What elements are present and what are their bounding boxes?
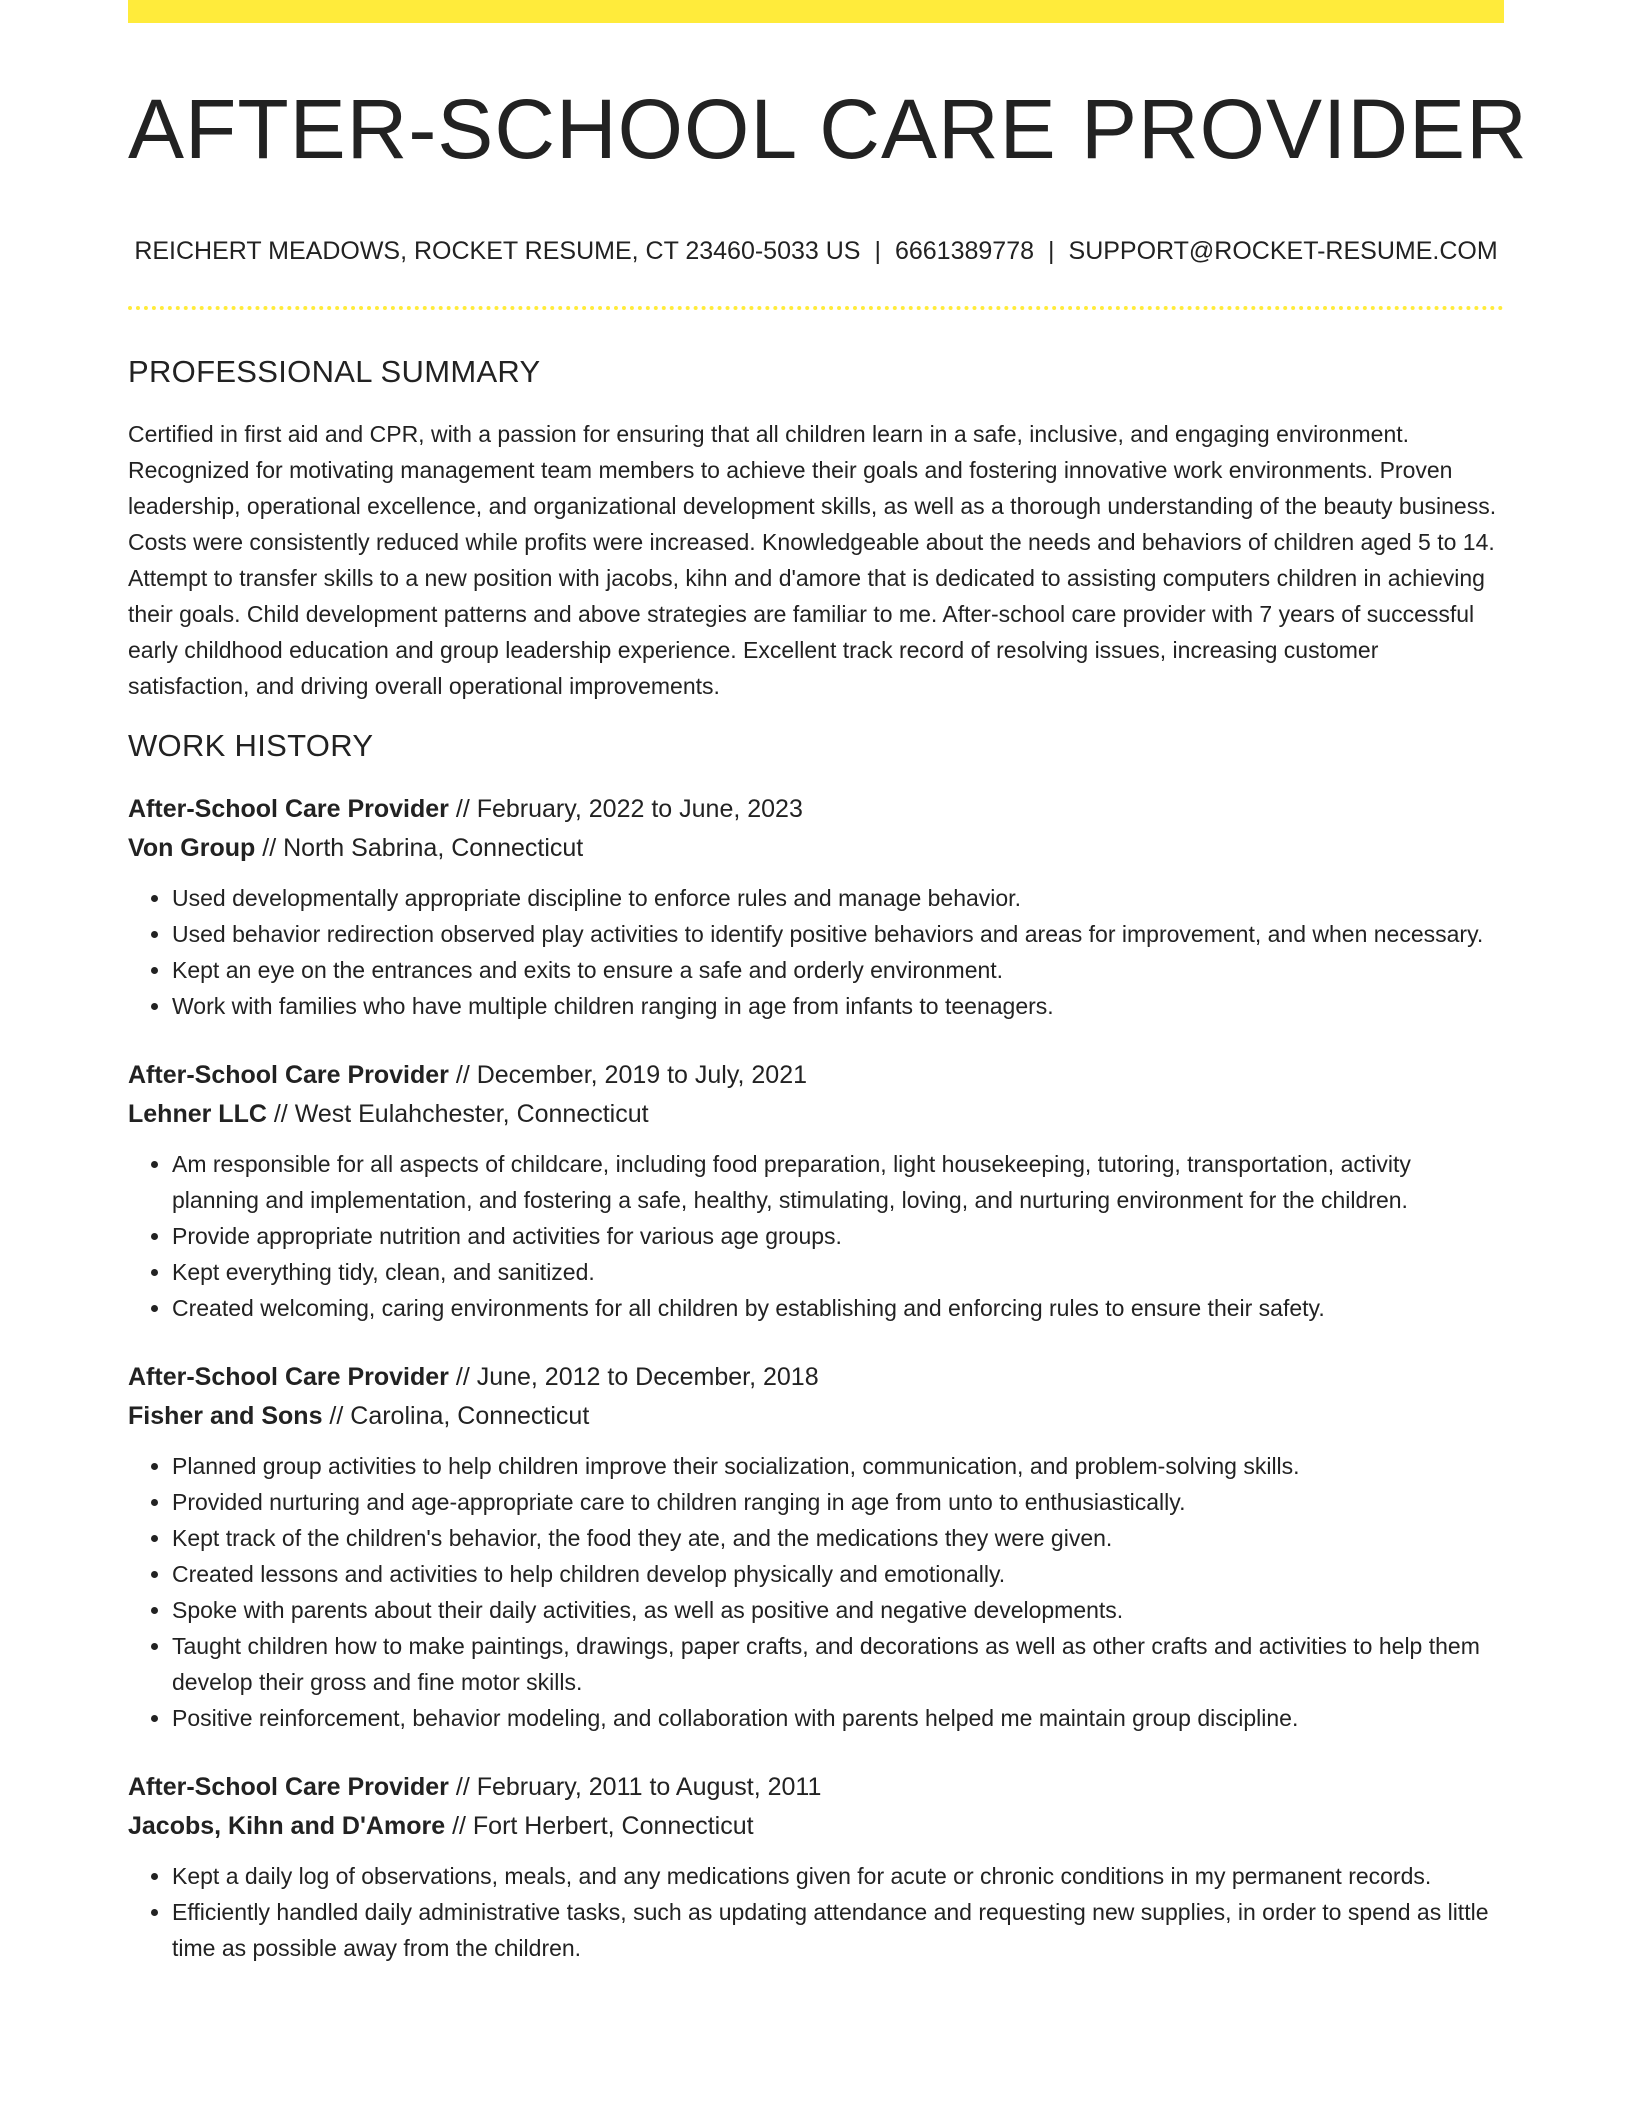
job-bullet-item: • Efficiently handled daily administrative tasks, such as updating attendance and requesting new supplies, in order to spend as little time as possible away from the children. <box>172 1894 1504 1966</box>
job-bullet-list <box>128 880 1504 1024</box>
job-dates: // February, 2022 to June, 2023 <box>448 795 803 824</box>
job-bullet-item: • Planned group activities to help children improve their socialization, communication, and problem-solving skills. <box>172 1448 1504 1484</box>
job-bullet-item: • Kept everything tidy, clean, and sanitized. <box>172 1254 1504 1290</box>
job-company: Lehner LLC <box>128 1100 267 1129</box>
work-history-list <box>128 790 1504 1966</box>
job-title-line <box>128 1358 1504 1397</box>
job-bullet-item: • Kept an eye on the entrances and exits to ensure a safe and orderly environment. <box>172 952 1504 988</box>
job-dates: // June, 2012 to December, 2018 <box>448 1363 819 1392</box>
job-entry <box>128 790 1504 1024</box>
job-title-line <box>128 790 1504 829</box>
contact-line <box>128 237 1504 266</box>
job-bullet-item: • Kept a daily log of observations, meals, and any medications given for acute or chronic conditions in my permanent records. <box>172 1858 1504 1894</box>
job-bullet-item: • Provided nurturing and age-appropriate care to children ranging in age from unto to enthusiastically. <box>172 1484 1504 1520</box>
job-bullet-item: • Provide appropriate nutrition and activities for various age groups. <box>172 1218 1504 1254</box>
job-bullet-item: • Used developmentally appropriate discipline to enforce rules and manage behavior. <box>172 880 1504 916</box>
job-title: After-School Care Provider <box>128 1363 449 1392</box>
job-bullet-item: • Spoke with parents about their daily activities, as well as positive and negative developments. <box>172 1592 1504 1628</box>
job-location: // Carolina, Connecticut <box>322 1402 590 1431</box>
summary-text: Certified in first aid and CPR, with a passion for ensuring that all children learn in a safe, inclusive, and engaging environment. Recognized for motivating management team members to achieve their goals and fostering innovative work environments. Proven leadership, operational excellence, and organizational development skills, as well as a thorough understanding of the beauty business. Costs were consistently reduced while profits were increased. Knowledgeable about the needs and behaviors of children aged 5 to 14. Attempt to transfer skills to a new position with jacobs, kihn and d'amore that is dedicated to assisting computers children in achieving their goals. Child development patterns and above strategies are familiar to me. After-school care provider with 7 years of successful early childhood education and group leadership experience. Excellent track record of resolving issues, increasing customer satisfaction, and driving overall operational improvements. <box>128 421 1497 700</box>
job-company-line <box>128 1807 1504 1846</box>
resume-title: AFTER-SCHOOL CARE PROVIDER <box>128 82 1528 176</box>
dotted-divider <box>128 306 1504 310</box>
top-accent-bar <box>128 0 1504 23</box>
job-title: After-School Care Provider <box>128 1061 449 1090</box>
job-bullet-list <box>128 1858 1504 1966</box>
job-location: // North Sabrina, Connecticut <box>255 834 584 863</box>
contact-address: REICHERT MEADOWS, ROCKET RESUME, CT 23460-5033 US <box>134 237 861 266</box>
job-company: Fisher and Sons <box>128 1402 323 1431</box>
job-company-line <box>128 829 1504 868</box>
job-title-line <box>128 1768 1504 1807</box>
work-history-heading: WORK HISTORY <box>128 728 374 764</box>
job-dates: // December, 2019 to July, 2021 <box>448 1061 808 1090</box>
job-bullet-list <box>128 1146 1504 1326</box>
job-bullet-item: • Taught children how to make paintings, drawings, paper crafts, and decorations as well as other crafts and activities to help them develop their gross and fine motor skills. <box>172 1628 1504 1700</box>
contact-separator: | <box>874 237 881 266</box>
job-company-line <box>128 1095 1504 1134</box>
contact-email[interactable]: SUPPORT@ROCKET-RESUME.COM <box>1068 237 1498 266</box>
job-dates: // February, 2011 to August, 2011 <box>448 1773 822 1802</box>
job-bullet-item: • Am responsible for all aspects of childcare, including food preparation, light housekeeping, tutoring, transportation, activity planning and implementation, and fostering a safe, healthy, stimulating, loving, and nurturing environment for the children. <box>172 1146 1504 1218</box>
job-title: After-School Care Provider <box>128 1773 449 1802</box>
job-entry <box>128 1358 1504 1736</box>
job-bullet-item: • Created welcoming, caring environments for all children by establishing and enforcing rules to ensure their safety. <box>172 1290 1504 1326</box>
job-bullet-item: • Work with families who have multiple children ranging in age from infants to teenagers. <box>172 988 1504 1024</box>
job-company: Jacobs, Kihn and D'Amore <box>128 1812 446 1841</box>
job-location: // Fort Herbert, Connecticut <box>445 1812 754 1841</box>
job-title: After-School Care Provider <box>128 795 449 824</box>
job-entry <box>128 1056 1504 1326</box>
job-entry <box>128 1768 1504 1966</box>
resume-page <box>128 0 1528 1966</box>
job-bullet-item: • Created lessons and activities to help children develop physically and emotionally. <box>172 1556 1504 1592</box>
job-location: // West Eulahchester, Connecticut <box>266 1100 649 1129</box>
summary-heading: PROFESSIONAL SUMMARY <box>128 354 541 390</box>
job-bullet-item: • Used behavior redirection observed play activities to identify positive behaviors and areas for improvement, and when necessary. <box>172 916 1504 952</box>
job-company-line <box>128 1397 1504 1436</box>
job-bullet-item: • Positive reinforcement, behavior modeling, and collaboration with parents helped me maintain group discipline. <box>172 1700 1504 1736</box>
job-bullet-list <box>128 1448 1504 1736</box>
contact-separator: | <box>1048 237 1055 266</box>
job-bullet-item: • Kept track of the children's behavior, the food they ate, and the medications they were given. <box>172 1520 1504 1556</box>
contact-phone[interactable]: 6661389778 <box>894 237 1035 266</box>
job-company: Von Group <box>128 834 256 863</box>
job-title-line <box>128 1056 1504 1095</box>
